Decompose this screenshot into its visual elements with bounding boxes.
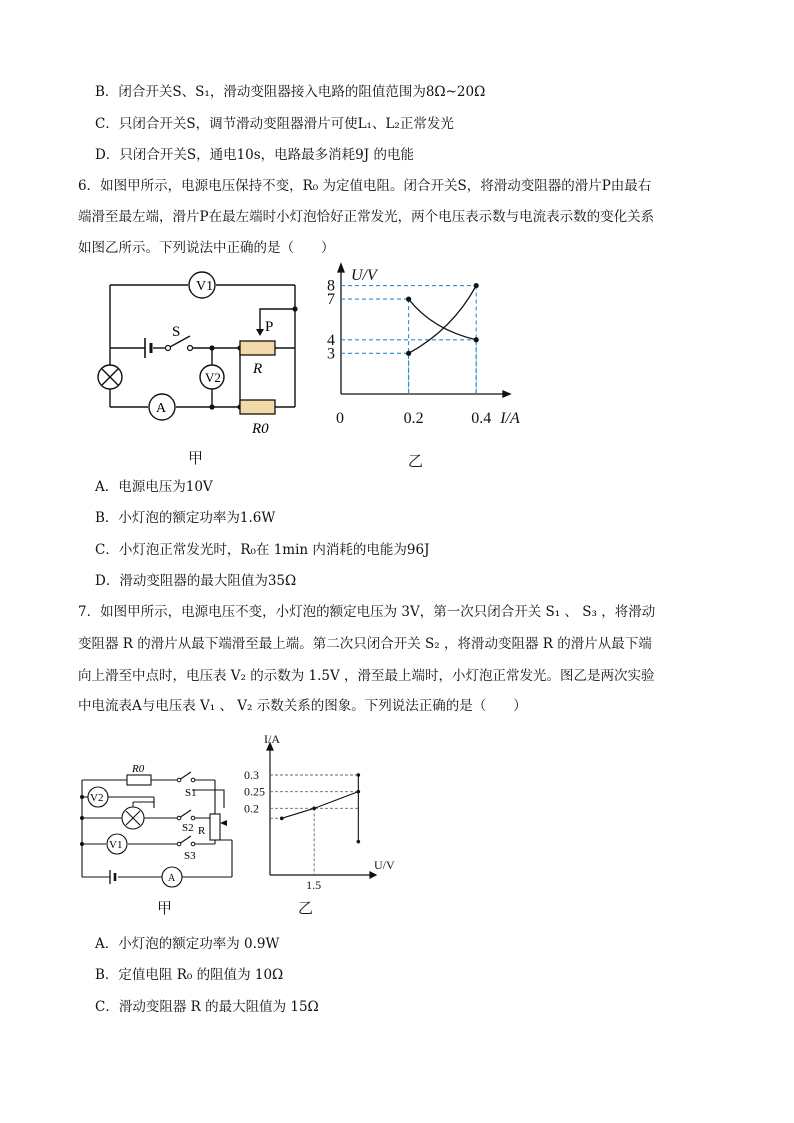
q7-series-curve — [282, 792, 359, 819]
q7-stem-line-2: 变阻器 R 的滑片从最下端滑至最上端。第二次只闭合开关 S₂ ，将滑动变阻器 R 的滑片从最下端 — [78, 636, 652, 652]
q7-label-v2: V2 — [90, 792, 104, 804]
q6-data-point — [474, 283, 479, 288]
label-r: R — [253, 361, 263, 377]
q6-y-axis-label: U/V — [351, 267, 377, 284]
q6-x-axis-label: I/A — [500, 410, 520, 427]
q7-option-c: C．滑动变阻器 R 的最大阻值为 15Ω — [95, 999, 319, 1015]
q6-x-arrow — [503, 391, 510, 397]
q7-data-point — [280, 817, 284, 821]
q7-x-axis-label: U/V — [374, 858, 395, 872]
label-r0: R0 — [252, 421, 269, 435]
q6-data-point — [406, 297, 411, 302]
q7-y-tick-label: 0.2 — [244, 801, 259, 816]
q6-stem-line-1: 6．如图甲所示，电源电压保持不变，R₀ 为定值电阻。闭合开关S，将滑动变阻器的滑片P由最右 — [78, 178, 652, 194]
q6-data-point — [406, 351, 411, 356]
label-s: S — [172, 324, 181, 340]
label-p: P — [265, 319, 274, 335]
q6-graph — [325, 262, 525, 437]
q7-label-a: A — [168, 873, 176, 884]
q7-circuit-diagram — [72, 760, 252, 890]
q7-option-b: B．定值电阻 R₀ 的阻值为 10Ω — [95, 967, 284, 983]
resistor-r0-icon — [240, 400, 275, 414]
q6-option-b: B．小灯泡的额定功率为1.6W — [95, 510, 276, 526]
q6-circuit-diagram — [90, 265, 310, 435]
q6-data-point — [474, 337, 479, 342]
q7-x-arrow — [370, 872, 376, 878]
q6-y-tick-label: 7 — [327, 291, 335, 309]
q5-option-d: D．只闭合开关S，通电10s，电路最多消耗9J 的电能 — [95, 147, 414, 163]
q6-x-tick-label: 0.2 — [403, 410, 424, 427]
q7-option-a: A．小灯泡的额定功率为 0.9W — [95, 936, 280, 952]
q7-label-s2: S2 — [182, 822, 194, 834]
q7-rheostat-r-icon — [210, 814, 220, 840]
q7-stem-line-4: 中电流表A与电压表 V₁ 、 V₂ 示数关系的图象。下列说法正确的是（ ） — [78, 698, 527, 714]
q5-option-b: B．闭合开关S、S₁，滑动变阻器接入电路的阻值范围为8Ω~20Ω — [95, 84, 486, 100]
label-v2: V2 — [205, 370, 221, 385]
q7-label-s3: S3 — [184, 850, 196, 862]
q7-stem-line-3: 向上滑至中点时，电压表 V₂ 的示数为 1.5V ，滑至最上端时，小灯泡正常发光。图乙是两次实验 — [78, 668, 655, 684]
q7-fig-label-yi: 乙 — [298, 899, 314, 917]
q6-x-tick-label: 0.4 — [471, 410, 492, 427]
q6-series-falling — [409, 299, 477, 340]
q6-series-rising — [409, 286, 477, 354]
q5-option-c: C．只闭合开关S，调节滑动变阻器滑片可使L₁、L₂正常发光 — [95, 116, 454, 132]
q7-y-axis-label: I/A — [264, 735, 280, 746]
q7-y-tick-label: 0.3 — [244, 768, 259, 782]
q7-label-r: R — [198, 825, 206, 837]
q7-y-tick-label: 0.25 — [244, 784, 265, 799]
q7-label-r0: R0 — [132, 763, 145, 775]
q7-graph — [236, 735, 401, 895]
q7-stem-line-1: 7．如图甲所示，电源电压不变，小灯泡的额定电压为 3V，第一次只闭合开关 S₁ 、 S₃ ，将滑动 — [78, 604, 656, 620]
q7-data-point — [357, 790, 361, 794]
q7-label-v1: V1 — [109, 839, 123, 851]
q6-y-tick-label: 4 — [327, 331, 335, 349]
q7-label-s1: S1 — [185, 787, 197, 799]
q6-y-arrow — [338, 264, 344, 272]
q6-stem-line-3: 如图乙所示。下列说法中正确的是（ ） — [78, 240, 335, 256]
q6-option-a: A．电源电压为10V — [95, 479, 213, 495]
q7-data-point — [357, 840, 361, 844]
q6-y-tick-label: 8 — [327, 277, 335, 295]
label-a: A — [156, 401, 167, 416]
q6-stem-line-2: 端滑至最左端，滑片P在最左端时小灯泡恰好正常发光，两个电压表示数与电流表示数的变化关系 — [78, 209, 655, 225]
rheostat-r-icon — [240, 341, 275, 355]
q7-resistor-r0-icon — [127, 775, 151, 785]
q6-x-tick-label: 0 — [336, 410, 344, 427]
label-v1: V1 — [196, 279, 214, 294]
q6-fig-label-jia: 甲 — [188, 449, 204, 467]
q6-y-tick-label: 3 — [327, 345, 335, 363]
q7-data-point — [357, 773, 361, 777]
q6-option-c: C．小灯泡正常发光时，R₀在 1min 内消耗的电能为96J — [95, 542, 430, 558]
q7-data-point — [312, 807, 316, 811]
q6-fig-label-yi: 乙 — [408, 452, 424, 470]
q7-x-tick-label: 1.5 — [306, 878, 322, 892]
q7-fig-label-jia: 甲 — [157, 899, 173, 917]
q6-option-d: D．滑动变阻器的最大阻值为35Ω — [95, 573, 297, 589]
